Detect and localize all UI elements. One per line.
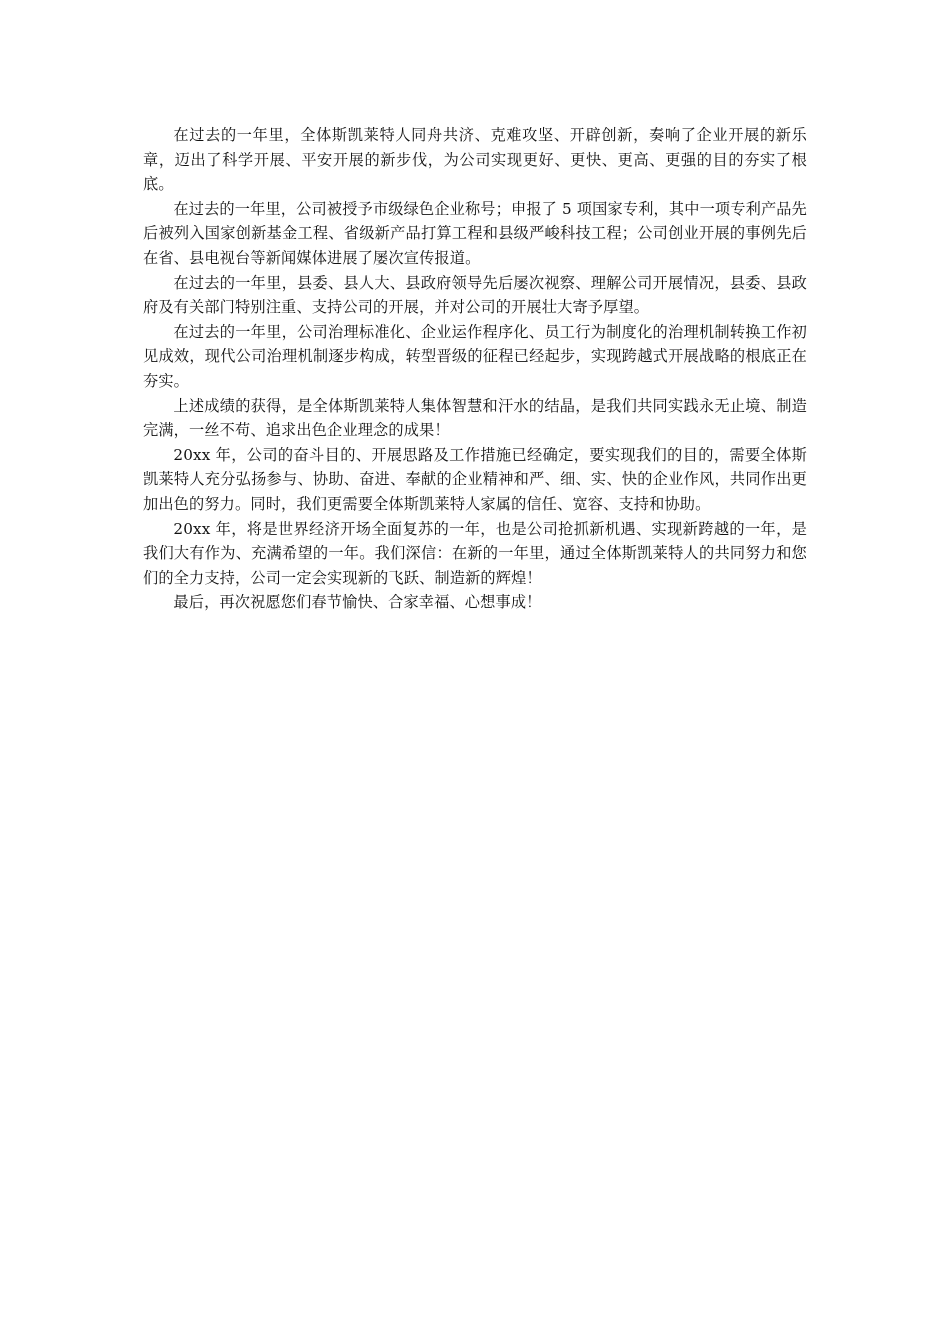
paragraph-3: 在过去的一年里，县委、县人大、县政府领导先后屡次视察、理解公司开展情况，县委、县政府及有关部门特别注重、支持公司的开展，并对公司的开展壮大寄予厚望。: [143, 273, 807, 317]
paragraph-6: 20xx 年，公司的奋斗目的、开展思路及工作措施已经确定，要实现我们的目的，需要全体斯凯莱特人充分弘扬参与、协助、奋进、奉献的企业精神和严、细、实、快的企业作风，共同作出更加出色的努力。同时，我们更需要全体斯凯莱特人家属的信任、宽容、支持和协助。: [143, 445, 807, 513]
paragraph-7: 20xx 年，将是世界经济开场全面复苏的一年，也是公司抢抓新机遇、实现新跨越的一年，是我们大有作为、充满希望的一年。我们深信：在新的一年里，通过全体斯凯莱特人的共同努力和您们的全力支持，公司一定会实现新的飞跃、制造新的辉煌！: [143, 519, 807, 587]
paragraph-4: 在过去的一年里，公司治理标准化、企业运作程序化、员工行为制度化的治理机制转换工作初见成效，现代公司治理机制逐步构成，转型晋级的征程已经起步，实现跨越式开展战略的根底正在夯实。: [143, 322, 807, 390]
paragraph-8: 最后，再次祝愿您们春节愉快、合家幸福、心想事成！: [173, 593, 542, 612]
paragraph-2: 在过去的一年里，公司被授予市级绿色企业称号；申报了 5 项国家专利，其中一项专利产品先后被列入国家创新基金工程、省级新产品打算工程和县级严峻科技工程；公司创业开展的事例先后在省、县电视台等新闻媒体进展了屡次宣传报道。: [143, 199, 807, 267]
paragraph-5: 上述成绩的获得，是全体斯凯莱特人集体智慧和汗水的结晶，是我们共同实践永无止境、制造完满，一丝不苟、追求出色企业理念的成果！: [143, 396, 807, 440]
paragraph-1: 在过去的一年里，全体斯凯莱特人同舟共济、克难攻坚、开辟创新，奏响了企业开展的新乐章，迈出了科学开展、平安开展的新步伐，为公司实现更好、更快、更高、更强的目的夯实了根底。: [143, 126, 807, 194]
document-body: [143, 123, 807, 615]
